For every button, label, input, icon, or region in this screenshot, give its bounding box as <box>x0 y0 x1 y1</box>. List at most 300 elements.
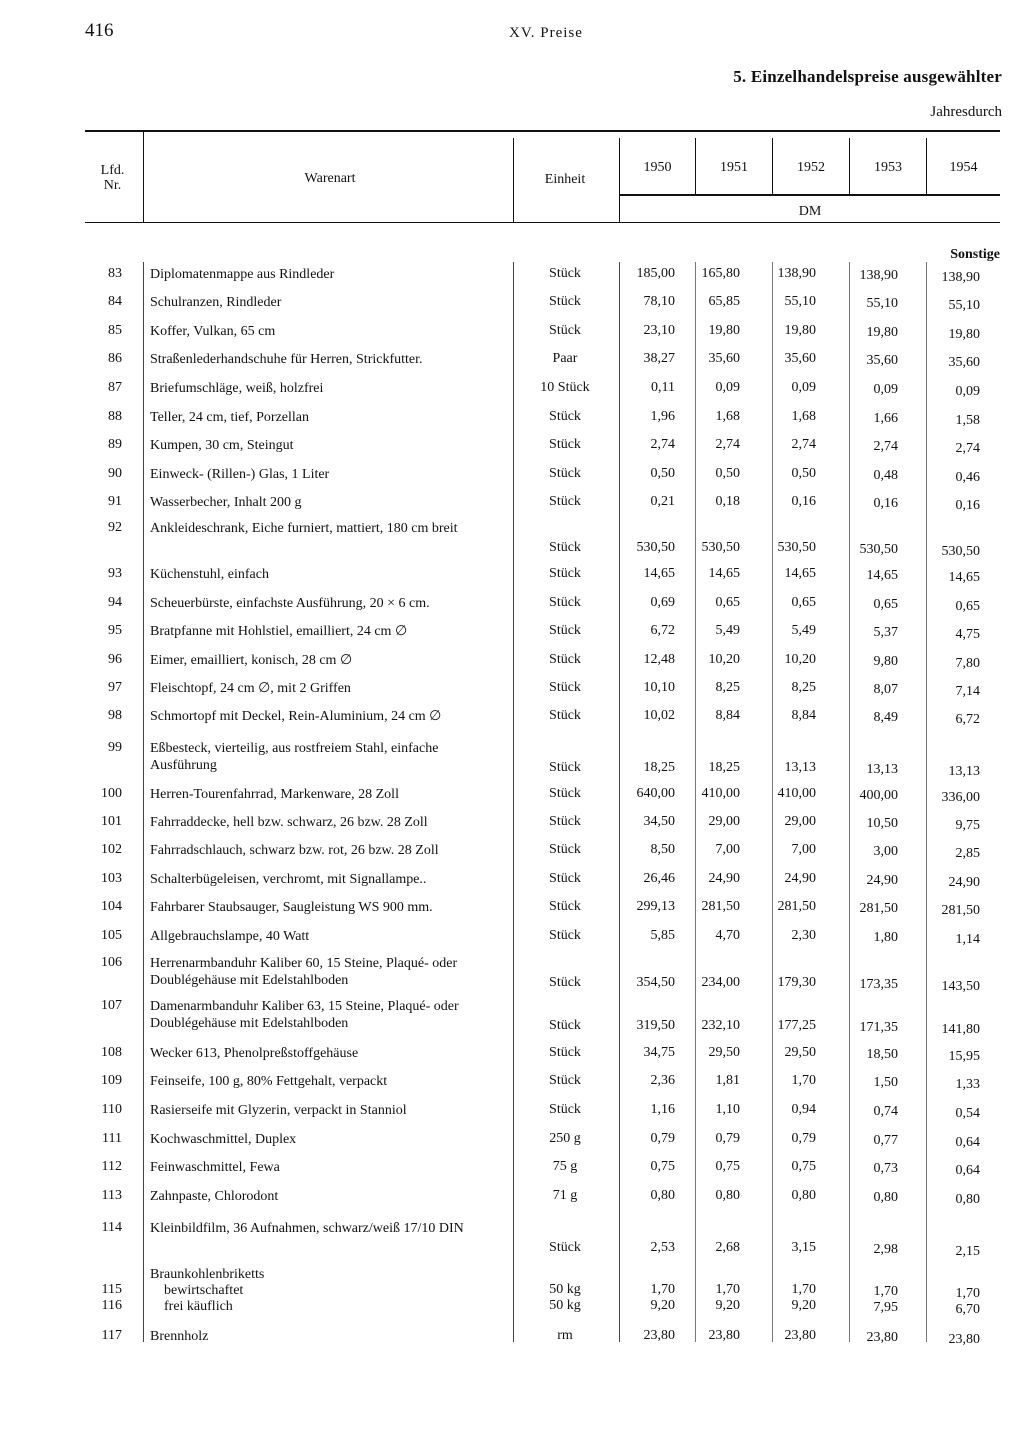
header-year-1953: 1953 <box>874 160 902 175</box>
row-number: 111 <box>102 1131 122 1146</box>
row-value-1951: 9,20 <box>715 1298 740 1313</box>
row-ware: Küchenstuhl, einfach <box>150 567 269 582</box>
row-number: 112 <box>101 1159 122 1174</box>
row-value-1954: 0,16 <box>955 498 980 513</box>
row-value-1954: 0,65 <box>955 599 980 614</box>
row-number: 95 <box>108 623 122 638</box>
row-value-1954: 35,60 <box>948 355 980 370</box>
row-number: 92 <box>108 520 122 535</box>
row-unit: Stück <box>549 1018 581 1033</box>
row-value-1950: 0,75 <box>650 1159 675 1174</box>
row-value-1953: 0,09 <box>873 382 898 397</box>
row-value-1953: 0,65 <box>873 597 898 612</box>
row-unit: Stück <box>549 928 581 943</box>
row-unit: 50 kg <box>549 1298 581 1313</box>
row-ware: Schulranzen, Rindleder <box>150 295 282 310</box>
row-value-1953: 3,00 <box>873 844 898 859</box>
header-year-1952: 1952 <box>797 160 825 175</box>
row-value-1950: 1,70 <box>650 1282 675 1297</box>
row-value-1951: 24,90 <box>708 871 740 886</box>
header-bottom-rule <box>85 222 1000 223</box>
row-number: 108 <box>101 1045 122 1060</box>
running-head: XV. Preise <box>509 25 583 41</box>
row-unit: Stück <box>549 1102 581 1117</box>
row-value-1951: 18,25 <box>708 760 740 775</box>
row-number: 105 <box>101 928 122 943</box>
row-value-1951: 1,68 <box>715 409 740 424</box>
row-value-1954: 0,54 <box>955 1106 980 1121</box>
row-ware: Herren-Tourenfahrrad, Markenware, 28 Zoll <box>150 787 399 802</box>
row-value-1950: 23,10 <box>643 323 675 338</box>
row-value-1953: 13,13 <box>866 762 898 777</box>
row-unit: 250 g <box>549 1131 581 1146</box>
row-value-1954: 2,15 <box>955 1244 980 1259</box>
row-ware: Bratpfanne mit Hohlstiel, emailliert, 24 cm ∅ <box>150 624 408 639</box>
row-value-1950: 1,96 <box>650 409 675 424</box>
row-unit: Stück <box>549 760 581 775</box>
row-value-1952: 410,00 <box>777 786 816 801</box>
row-value-1953: 10,50 <box>866 816 898 831</box>
row-value-1950: 2,74 <box>650 437 675 452</box>
row-value-1954: 6,72 <box>955 712 980 727</box>
row-value-1953: 0,80 <box>873 1190 898 1205</box>
row-number: 103 <box>101 871 122 886</box>
row-value-1951: 1,81 <box>715 1073 740 1088</box>
row-unit: Stück <box>549 437 581 452</box>
row-value-1951: 0,18 <box>715 494 740 509</box>
row-unit: Paar <box>552 351 578 366</box>
row-value-1950: 319,50 <box>636 1018 675 1033</box>
row-value-1950: 12,48 <box>643 652 675 667</box>
row-value-1953: 0,73 <box>873 1161 898 1176</box>
row-value-1951: 19,80 <box>708 323 740 338</box>
row-value-1954: 7,14 <box>955 684 980 699</box>
row-value-1950: 0,80 <box>650 1188 675 1203</box>
row-value-1951: 410,00 <box>701 786 740 801</box>
row-value-1951: 23,80 <box>708 1328 740 1343</box>
row-ware: Braunkohlenbriketts <box>150 1267 265 1282</box>
row-value-1950: 1,16 <box>650 1102 675 1117</box>
row-value-1952: 13,13 <box>784 760 816 775</box>
row-value-1953: 171,35 <box>859 1020 898 1035</box>
row-value-1950: 0,21 <box>650 494 675 509</box>
row-number: 86 <box>108 351 122 366</box>
row-ware: Briefumschläge, weiß, holzfrei <box>150 381 324 396</box>
row-number: 94 <box>108 595 122 610</box>
row-unit: 75 g <box>552 1159 578 1174</box>
row-value-1950: 14,65 <box>643 566 675 581</box>
row-value-1953: 23,80 <box>866 1330 898 1345</box>
table-title: 5. Einzelhandelspreise ausgewählter <box>733 67 1002 86</box>
row-value-1952: 0,75 <box>791 1159 816 1174</box>
col-divider <box>143 132 144 222</box>
row-value-1953: 9,80 <box>873 654 898 669</box>
row-value-1950: 299,13 <box>636 899 675 914</box>
row-value-1952: 14,65 <box>784 566 816 581</box>
row-unit: Stück <box>549 566 581 581</box>
row-value-1952: 19,80 <box>784 323 816 338</box>
row-value-1951: 10,20 <box>708 652 740 667</box>
row-value-1951: 65,85 <box>708 294 740 309</box>
row-ware: Feinseife, 100 g, 80% Fettgehalt, verpackt <box>150 1074 388 1089</box>
row-unit: Stück <box>549 294 581 309</box>
row-value-1951: 8,84 <box>715 708 740 723</box>
row-value-1951: 8,25 <box>715 680 740 695</box>
row-value-1950: 0,11 <box>651 380 675 395</box>
row-value-1950: 38,27 <box>643 351 675 366</box>
row-ware: Rasierseife mit Glyzerin, verpackt in Stanniol <box>150 1103 407 1118</box>
row-value-1952: 0,80 <box>791 1188 816 1203</box>
row-value-1953: 14,65 <box>866 568 898 583</box>
header-year-1950: 1950 <box>643 160 672 175</box>
row-ware: Kumpen, 30 cm, Steingut <box>150 438 294 453</box>
row-value-1954: 13,13 <box>948 764 980 779</box>
row-value-1951: 5,49 <box>715 623 740 638</box>
row-value-1952: 138,90 <box>777 266 816 281</box>
row-value-1953: 400,00 <box>859 788 898 803</box>
row-value-1952: 3,15 <box>791 1240 816 1255</box>
row-value-1954: 1,14 <box>955 932 980 947</box>
row-unit: Stück <box>549 595 581 610</box>
row-value-1952: 530,50 <box>777 540 816 555</box>
row-value-1954: 15,95 <box>948 1049 980 1064</box>
row-value-1953: 0,77 <box>873 1133 898 1148</box>
row-number: 107 <box>101 998 122 1013</box>
row-value-1950: 5,85 <box>650 928 675 943</box>
row-value-1951: 530,50 <box>701 540 740 555</box>
row-unit: Stück <box>549 409 581 424</box>
row-value-1953: 18,50 <box>866 1047 898 1062</box>
row-unit: Stück <box>549 871 581 886</box>
row-value-1952: 0,09 <box>791 380 816 395</box>
row-number: 84 <box>108 294 122 309</box>
row-ware: Straßenlederhandschuhe für Herren, Strickfutter. <box>150 352 423 367</box>
row-value-1953: 7,95 <box>873 1300 898 1315</box>
row-number: 114 <box>101 1220 122 1235</box>
row-value-1952: 35,60 <box>784 351 816 366</box>
row-ware: Eimer, emailliert, konisch, 28 cm ∅ <box>150 653 353 668</box>
row-value-1950: 78,10 <box>643 294 675 309</box>
row-value-1953: 281,50 <box>859 901 898 916</box>
row-value-1950: 0,79 <box>650 1131 675 1146</box>
row-value-1954: 9,75 <box>955 818 980 833</box>
row-value-1951: 0,65 <box>715 595 740 610</box>
row-value-1950: 18,25 <box>643 760 675 775</box>
row-value-1954: 336,00 <box>941 790 980 805</box>
row-value-1954: 4,75 <box>955 627 980 642</box>
row-ware: Kochwaschmittel, Duplex <box>150 1132 297 1147</box>
row-number: 90 <box>108 466 122 481</box>
row-value-1951: 0,09 <box>715 380 740 395</box>
table-subtitle: Jahresdurch <box>930 104 1002 120</box>
header-year-1954: 1954 <box>949 160 978 175</box>
row-unit: Stück <box>549 323 581 338</box>
row-number: 116 <box>101 1298 122 1313</box>
row-value-1954: 1,70 <box>955 1286 980 1301</box>
header-nr: Lfd. Nr. <box>100 163 125 193</box>
row-ware: Herrenarmbanduhr Kaliber 60, 15 Steine, Plaqué- oder Doublégehäuse mit Edelstahlboden <box>150 956 458 988</box>
row-unit: 50 kg <box>549 1282 581 1297</box>
row-value-1953: 8,07 <box>873 682 898 697</box>
row-ware: Schmortopf mit Deckel, Rein-Aluminium, 24 cm ∅ <box>150 709 442 724</box>
row-value-1954: 55,10 <box>948 298 980 313</box>
row-value-1950: 0,69 <box>650 595 675 610</box>
row-number: 100 <box>101 786 122 801</box>
row-value-1953: 138,90 <box>859 268 898 283</box>
row-value-1952: 23,80 <box>784 1328 816 1343</box>
row-value-1952: 29,50 <box>784 1045 816 1060</box>
row-ware: Kleinbildfilm, 36 Aufnahmen, schwarz/weiß 17/10 DIN <box>150 1221 464 1236</box>
row-unit: 10 Stück <box>540 380 590 395</box>
row-unit: Stück <box>549 975 581 990</box>
row-value-1950: 34,75 <box>643 1045 675 1060</box>
row-number: 113 <box>101 1188 122 1203</box>
row-unit: Stück <box>549 494 581 509</box>
row-ware: Fahrbarer Staubsauger, Saugleistung WS 900 mm. <box>150 900 433 915</box>
row-ware: Einweck- (Rillen-) Glas, 1 Liter <box>150 467 330 482</box>
row-unit: Stück <box>549 623 581 638</box>
row-ware: Brennholz <box>150 1329 209 1344</box>
row-number: 104 <box>101 899 122 914</box>
row-ware: Wasserbecher, Inhalt 200 g <box>150 495 302 510</box>
row-value-1953: 1,80 <box>873 930 898 945</box>
row-value-1954: 23,80 <box>948 1332 980 1347</box>
col-divider <box>513 138 514 222</box>
row-value-1952: 8,84 <box>791 708 816 723</box>
row-value-1953: 19,80 <box>866 325 898 340</box>
row-number: 106 <box>101 955 122 970</box>
row-value-1954: 2,85 <box>955 846 980 861</box>
row-value-1950: 34,50 <box>643 814 675 829</box>
row-value-1950: 9,20 <box>650 1298 675 1313</box>
row-value-1954: 138,90 <box>941 270 980 285</box>
row-value-1952: 7,00 <box>791 842 816 857</box>
row-number: 97 <box>108 680 122 695</box>
row-value-1952: 0,94 <box>791 1102 816 1117</box>
row-value-1953: 5,37 <box>873 625 898 640</box>
row-unit: Stück <box>549 1045 581 1060</box>
row-value-1951: 281,50 <box>701 899 740 914</box>
row-unit: rm <box>557 1328 573 1343</box>
row-value-1952: 177,25 <box>777 1018 816 1033</box>
row-value-1952: 281,50 <box>777 899 816 914</box>
row-value-1952: 29,00 <box>784 814 816 829</box>
row-value-1954: 0,80 <box>955 1192 980 1207</box>
body-col-divider <box>143 262 144 1342</box>
row-unit: Stück <box>549 466 581 481</box>
row-value-1953: 8,49 <box>873 710 898 725</box>
row-value-1952: 1,68 <box>791 409 816 424</box>
row-ware: Schalterbügeleisen, verchromt, mit Signallampe.. <box>150 872 427 887</box>
row-unit: Stück <box>549 708 581 723</box>
row-value-1951: 1,10 <box>715 1102 740 1117</box>
row-value-1953: 1,66 <box>873 411 898 426</box>
row-ware: bewirtschaftet <box>164 1283 244 1298</box>
row-value-1953: 2,74 <box>873 439 898 454</box>
row-value-1952: 24,90 <box>784 871 816 886</box>
row-value-1954: 7,80 <box>955 656 980 671</box>
row-ware: Scheuerbürste, einfachste Ausführung, 20 × 6 cm. <box>150 596 430 611</box>
row-value-1953: 2,98 <box>873 1242 898 1257</box>
row-number: 109 <box>101 1073 122 1088</box>
row-value-1954: 530,50 <box>941 544 980 559</box>
page-number: 416 <box>85 20 114 41</box>
row-ware: Zahnpaste, Chlorodont <box>150 1189 279 1204</box>
row-value-1954: 0,09 <box>955 384 980 399</box>
row-value-1954: 6,70 <box>955 1302 980 1317</box>
row-ware: Wecker 613, Phenolpreßstoffgehäuse <box>150 1046 359 1061</box>
body-col-divider <box>513 262 514 1342</box>
row-number: 101 <box>101 814 122 829</box>
row-number: 85 <box>108 323 122 338</box>
row-value-1952: 9,20 <box>791 1298 816 1313</box>
row-value-1953: 0,16 <box>873 496 898 511</box>
row-value-1950: 2,53 <box>650 1240 675 1255</box>
row-value-1952: 0,65 <box>791 595 816 610</box>
row-value-1950: 10,10 <box>643 680 675 695</box>
section-label: Sonstige <box>950 247 1000 262</box>
row-value-1951: 7,00 <box>715 842 740 857</box>
row-ware: Ankleideschrank, Eiche furniert, mattiert, 180 cm breit <box>150 521 458 536</box>
header-unit: Einheit <box>544 172 586 187</box>
row-value-1951: 0,75 <box>715 1159 740 1174</box>
row-ware: Fleischtopf, 24 cm ∅, mit 2 Griffen <box>150 681 351 696</box>
row-value-1951: 29,50 <box>708 1045 740 1060</box>
row-value-1951: 1,70 <box>715 1282 740 1297</box>
row-value-1950: 185,00 <box>636 266 675 281</box>
row-value-1951: 14,65 <box>708 566 740 581</box>
row-value-1951: 2,74 <box>715 437 740 452</box>
row-number: 99 <box>108 740 122 755</box>
row-value-1953: 24,90 <box>866 873 898 888</box>
row-ware: Diplomatenmappe aus Rindleder <box>150 267 335 282</box>
row-value-1952: 2,30 <box>791 928 816 943</box>
row-value-1954: 0,46 <box>955 470 980 485</box>
row-value-1950: 6,72 <box>650 623 675 638</box>
row-value-1952: 10,20 <box>784 652 816 667</box>
row-value-1950: 8,50 <box>650 842 675 857</box>
row-value-1953: 35,60 <box>866 353 898 368</box>
row-ware: Damenarmbanduhr Kaliber 63, 15 Steine, Plaqué- oder Doublégehäuse mit Edelstahlboden <box>150 999 459 1031</box>
row-number: 89 <box>108 437 122 452</box>
row-number: 96 <box>108 652 122 667</box>
row-value-1952: 0,16 <box>791 494 816 509</box>
row-ware: Allgebrauchslampe, 40 Watt <box>150 929 310 944</box>
row-value-1952: 55,10 <box>784 294 816 309</box>
row-ware: Fahrraddecke, hell bzw. schwarz, 26 bzw. 28 Zoll <box>150 815 428 830</box>
row-value-1952: 5,49 <box>791 623 816 638</box>
row-value-1950: 23,80 <box>643 1328 675 1343</box>
row-value-1952: 1,70 <box>791 1073 816 1088</box>
row-value-1952: 179,30 <box>777 975 816 990</box>
header-ware: Warenart <box>304 171 356 186</box>
row-value-1952: 2,74 <box>791 437 816 452</box>
row-unit: Stück <box>549 814 581 829</box>
row-number: 88 <box>108 409 122 424</box>
row-ware: Koffer, Vulkan, 65 cm <box>150 324 276 339</box>
row-value-1951: 29,00 <box>708 814 740 829</box>
row-value-1954: 1,58 <box>955 413 980 428</box>
row-value-1951: 4,70 <box>715 928 740 943</box>
row-value-1951: 232,10 <box>701 1018 740 1033</box>
row-value-1950: 530,50 <box>636 540 675 555</box>
row-value-1953: 530,50 <box>859 542 898 557</box>
row-value-1952: 0,50 <box>791 466 816 481</box>
row-value-1951: 165,80 <box>701 266 740 281</box>
header-year-1951: 1951 <box>720 160 748 175</box>
row-value-1951: 0,80 <box>715 1188 740 1203</box>
row-value-1954: 1,33 <box>955 1077 980 1092</box>
row-value-1952: 0,79 <box>791 1131 816 1146</box>
years-rule <box>620 194 1000 196</box>
row-number: 98 <box>108 708 122 723</box>
row-value-1953: 0,74 <box>873 1104 898 1119</box>
header-currency: DM <box>798 204 822 219</box>
row-value-1951: 35,60 <box>708 351 740 366</box>
row-value-1953: 173,35 <box>859 977 898 992</box>
row-value-1950: 2,36 <box>650 1073 675 1088</box>
row-ware: Fahrradschlauch, schwarz bzw. rot, 26 bzw. 28 Zoll <box>150 843 439 858</box>
row-value-1951: 2,68 <box>715 1240 740 1255</box>
row-value-1954: 19,80 <box>948 327 980 342</box>
row-value-1952: 8,25 <box>791 680 816 695</box>
row-value-1954: 0,64 <box>955 1163 980 1178</box>
row-number: 87 <box>108 380 122 395</box>
row-value-1954: 281,50 <box>941 903 980 918</box>
row-value-1950: 0,50 <box>650 466 675 481</box>
row-value-1951: 0,79 <box>715 1131 740 1146</box>
row-ware: Teller, 24 cm, tief, Porzellan <box>150 410 310 425</box>
row-ware: Feinwaschmittel, Fewa <box>150 1160 280 1175</box>
row-unit: Stück <box>549 540 581 555</box>
row-value-1953: 1,70 <box>873 1284 898 1299</box>
row-value-1951: 234,00 <box>701 975 740 990</box>
row-unit: Stück <box>549 652 581 667</box>
row-ware: Eßbesteck, vierteilig, aus rostfreiem Stahl, einfache Ausführung <box>150 741 439 773</box>
row-number: 110 <box>101 1102 122 1117</box>
row-unit: 71 g <box>552 1188 578 1203</box>
row-number: 117 <box>101 1328 122 1343</box>
row-value-1952: 1,70 <box>791 1282 816 1297</box>
row-value-1953: 0,48 <box>873 468 898 483</box>
row-number: 93 <box>108 566 122 581</box>
row-unit: Stück <box>549 899 581 914</box>
row-value-1953: 55,10 <box>866 296 898 311</box>
row-value-1950: 26,46 <box>643 871 675 886</box>
row-unit: Stück <box>549 266 581 281</box>
row-unit: Stück <box>549 1240 581 1255</box>
row-value-1953: 1,50 <box>873 1075 898 1090</box>
row-value-1954: 143,50 <box>941 979 980 994</box>
header-top-rule <box>85 130 1000 132</box>
row-value-1954: 141,80 <box>941 1022 980 1037</box>
row-number: 91 <box>108 494 122 509</box>
row-unit: Stück <box>549 842 581 857</box>
row-ware: frei käuflich <box>164 1299 233 1314</box>
row-number: 102 <box>101 842 122 857</box>
row-value-1954: 0,64 <box>955 1135 980 1150</box>
row-unit: Stück <box>549 786 581 801</box>
row-value-1954: 2,74 <box>955 441 980 456</box>
row-value-1950: 10,02 <box>643 708 675 723</box>
row-number: 115 <box>101 1282 122 1297</box>
row-value-1954: 24,90 <box>948 875 980 890</box>
row-value-1950: 354,50 <box>636 975 675 990</box>
row-value-1950: 640,00 <box>636 786 675 801</box>
row-number: 83 <box>108 266 122 281</box>
row-unit: Stück <box>549 680 581 695</box>
row-unit: Stück <box>549 1073 581 1088</box>
